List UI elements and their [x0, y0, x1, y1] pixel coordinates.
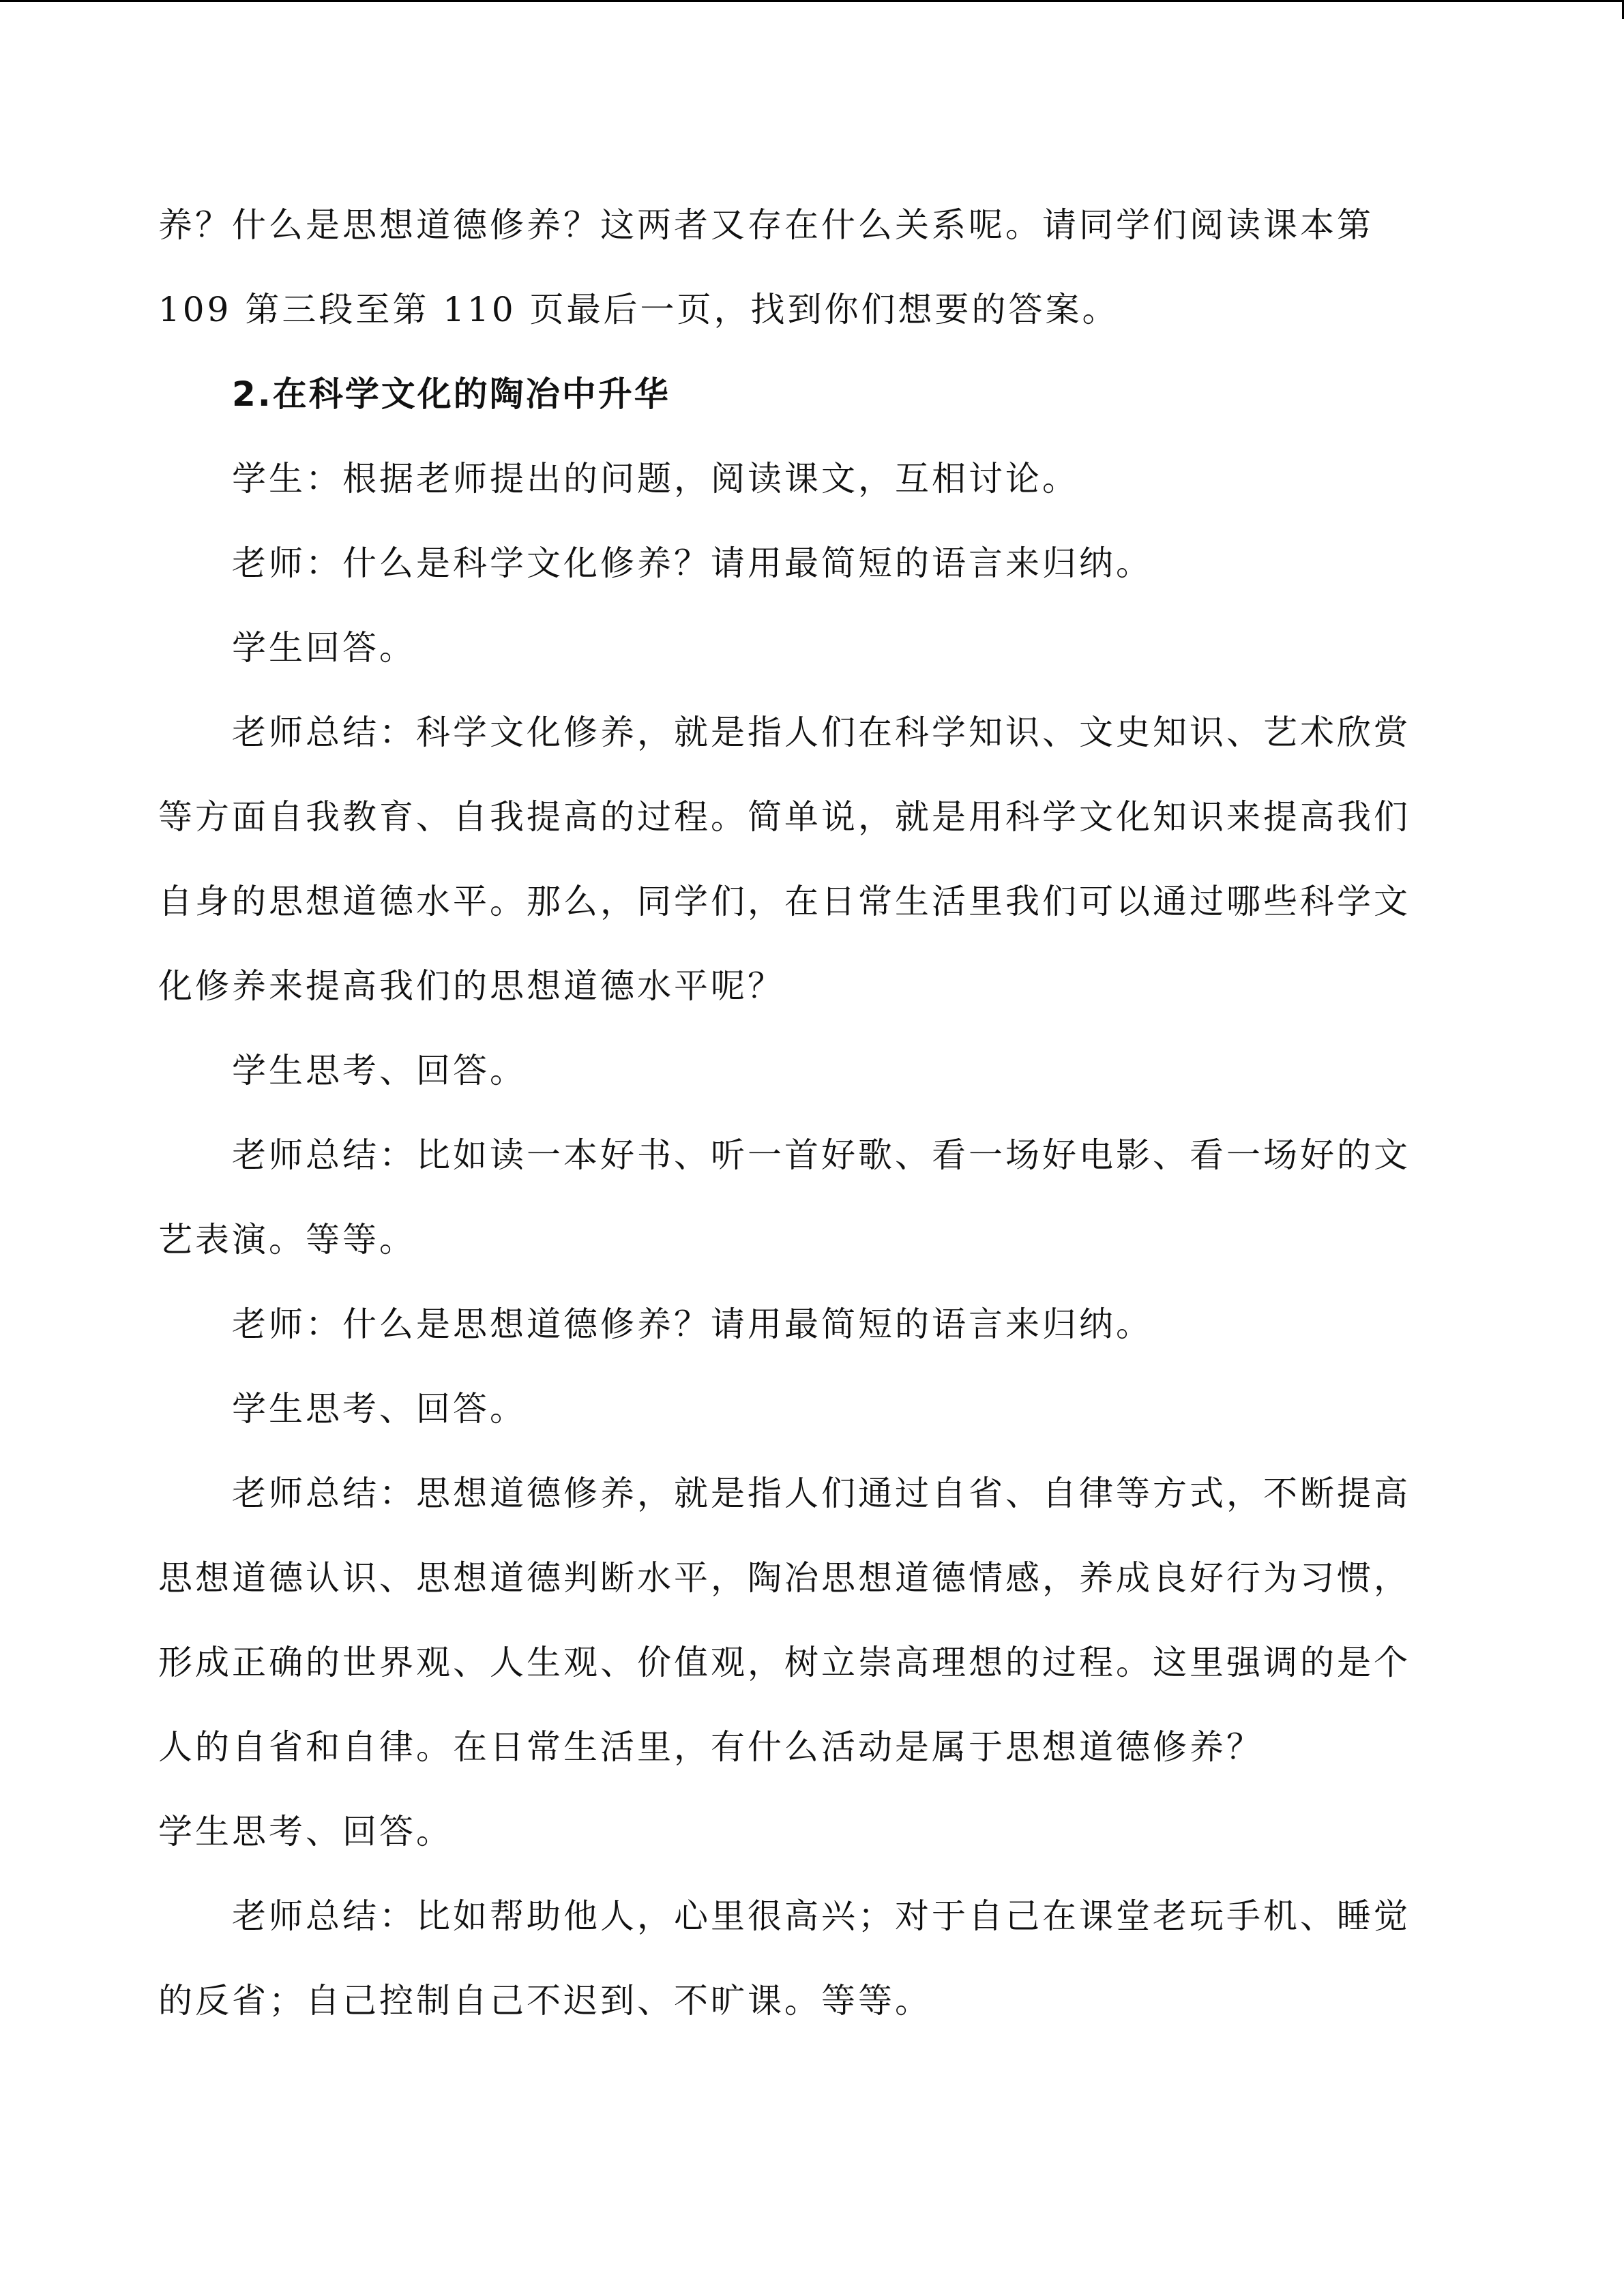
paragraph-line: 学生回答。	[232, 628, 416, 668]
section-heading: 2.在科学文化的陶冶中升华	[232, 374, 670, 414]
paragraph-line: 艺表演。等等。	[158, 1220, 416, 1259]
paragraph-line: 养？什么是思想道德修养？这两者又存在什么关系呢。请同学们阅读课本第	[158, 205, 1374, 245]
paragraph-line: 109 第三段至第 110 页最后一页，找到你们想要的答案。	[158, 290, 1119, 329]
paragraph-line: 老师总结：比如读一本好书、听一首好歌、看一场好电影、看一场好的文	[232, 1135, 1411, 1175]
paragraph-line: 老师：什么是科学文化修养？请用最简短的语言来归纳。	[232, 543, 1153, 583]
paragraph-line: 自身的思想道德水平。那么，同学们，在日常生活里我们可以通过哪些科学文	[158, 882, 1411, 921]
paragraph-line: 化修养来提高我们的思想道德水平呢？	[158, 966, 784, 1006]
paragraph-line: 人的自省和自律。在日常生活里，有什么活动是属于思想道德修养？	[158, 1727, 1263, 1767]
paragraph-line: 的反省；自己控制自己不迟到、不旷课。等等。	[158, 1981, 932, 2021]
paragraph-line: 思想道德认识、思想道德判断水平，陶冶思想道德情感，养成良好行为习惯，	[158, 1558, 1411, 1598]
paragraph-line: 学生：根据老师提出的问题，阅读课文，互相讨论。	[232, 459, 1079, 498]
paragraph-line: 等方面自我教育、自我提高的过程。简单说，就是用科学文化知识来提高我们	[158, 797, 1411, 837]
paragraph-line: 老师总结：科学文化修养，就是指人们在科学知识、文史知识、艺术欣赏	[232, 713, 1411, 752]
paragraph-line: 老师总结：思想道德修养，就是指人们通过自省、自律等方式，不断提高	[232, 1474, 1411, 1513]
paragraph-line: 老师总结：比如帮助他人，心里很高兴；对于自己在课堂老玩手机、睡觉	[232, 1896, 1411, 1936]
paragraph-line: 形成正确的世界观、人生观、价值观，树立崇高理想的过程。这里强调的是个	[158, 1643, 1411, 1682]
paragraph-line: 学生思考、回答。	[158, 1812, 453, 1851]
top-border-line	[0, 0, 1624, 2]
paragraph-line: 学生思考、回答。	[232, 1051, 527, 1090]
paragraph-line: 老师：什么是思想道德修养？请用最简短的语言来归纳。	[232, 1304, 1153, 1344]
paragraph-line: 学生思考、回答。	[232, 1389, 527, 1429]
document-body	[158, 205, 1475, 2068]
